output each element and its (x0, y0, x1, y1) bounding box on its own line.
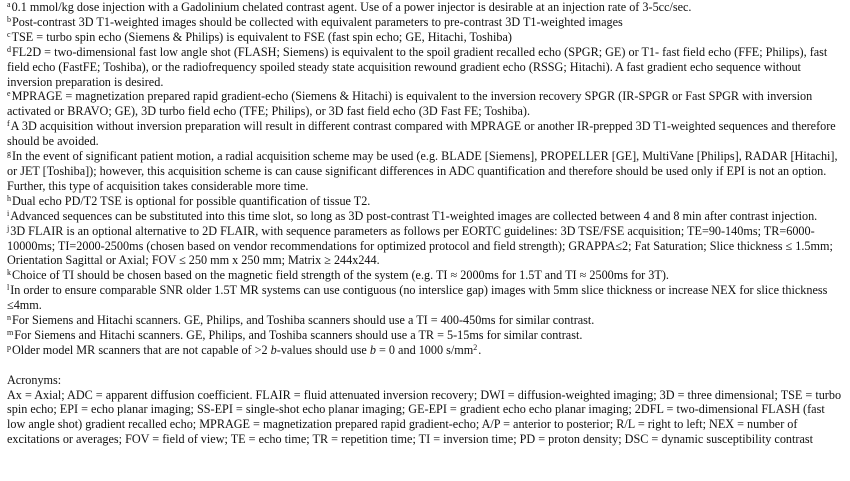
footnote-text: In order to ensure comparable SNR older 1.5T MR systems can use contiguous (no interslice gap) images with 5mm slice thickness or increase NEX for slice thickness ≤4mm. (7, 283, 828, 313)
footnote-mark: m (7, 327, 14, 337)
footnote-p (7, 343, 846, 358)
footnote-g (7, 149, 846, 194)
b-symbol: b (369, 342, 376, 357)
footnote-text: FL2D = two-dimensional fast low angle shot (FLASH; Siemens) is equivalent to the spoil gradient recalled echo (SPGR; GE) or T1- fast field echo (FFE; Philips), fast field echo (FastFE; Toshiba), or the radiofrequency spoiled steady state acquisition rewound gradient echo (RSSG; Hitachi). A fast gradient echo sequence without inversion preparation is desired. (7, 44, 828, 89)
footnote-text: A 3D acquisition without inversion preparation will result in different contrast compared with MPRAGE or another IR-prepped 3D T1-weighted sequences and therefore should be avoided. (7, 119, 836, 149)
footnote-mark: j (7, 223, 10, 233)
footnote-text: For Siemens and Hitachi scanners. GE, Philips, and Toshiba scanners should use a TR = 5-15ms for similar contrast. (14, 327, 583, 342)
footnote-mark: b (7, 14, 11, 24)
footnote-text: For Siemens and Hitachi scanners. GE, Philips, and Toshiba scanners should use a TI = 400-450ms for similar contrast. (12, 313, 595, 328)
footnote-mark: h (7, 193, 11, 203)
footnote-mark: c (7, 29, 11, 39)
footnote-mark: i (7, 208, 10, 218)
unit-exponent: 2 (473, 342, 478, 352)
footnote-text: In the event of significant patient motion, a radial acquisition scheme may be used (e.g. BLADE [Siemens], PROPELLER [GE], MultiVane [Philips], RADAR [Hitachi], or JET [Toshiba]); however, this acquisition scheme is can cause significant differences in ADC quantification and therefore should be used only if EPI is not an option. Further, this type of acquisition takes considerable more time. (7, 149, 838, 193)
footnote-mark: g (7, 149, 11, 159)
spacer (7, 358, 846, 373)
footnote-text: Post-contrast 3D T1-weighted images should be collected with equivalent parameters to pre-contrast 3D T1-weighted images (12, 14, 623, 29)
footnote-text: 0.1 mmol/kg dose injection with a Gadolinium chelated contrast agent. Use of a power injector is desirable at an injection rate of 3-5cc/sec. (11, 0, 692, 14)
footnote-b (7, 15, 846, 30)
footnote-mark: n (7, 313, 11, 323)
footnote-text: Choice of TI should be chosen based on the magnetic field strength of the system (e.g. TI ≈ 2000ms for 1.5T and TI ≈ 2500ms for 3T). (12, 268, 669, 283)
footnote-text: 3D FLAIR is an optional alternative to 2D FLAIR, with sequence parameters as follows per EORTC guidelines: 3D TSE/FSE acquisition; TE=90-140ms; TR=6000-10000ms; TI=2000-2500ms (chosen based on vendor recommendations for optimized protocol and field strength); GRAPPA≤2; Fat Saturation; Slice thickness ≤ 1.5mm; Orientation Sagittal or Axial; FOV ≤ 250 mm x 250 mm; Matrix ≥ 244x244. (7, 223, 833, 268)
acronyms-heading: Acronyms: (7, 372, 62, 387)
footnote-f (7, 119, 846, 149)
footnote-text-part: -values should use (276, 342, 370, 357)
footnote-text-part: Older model MR scanners that are not capable of >2 (12, 342, 271, 357)
footnote-i (7, 209, 846, 224)
footnote-k (7, 268, 846, 283)
footnote-mark: e (7, 89, 11, 99)
footnote-mark: p (7, 342, 11, 352)
footnote-mark: a (7, 0, 11, 9)
footnote-h (7, 194, 846, 209)
footnote-text: Dual echo PD/T2 TSE is optional for possible quantification of tissue T2. (12, 193, 371, 208)
b-symbol: b (270, 342, 277, 357)
footnote-mark: k (7, 268, 11, 278)
footnote-text: TSE = turbo spin echo (Siemens & Philips) is equivalent to FSE (fast spin echo; GE, Hitachi, Toshiba) (11, 29, 512, 44)
footnote-a (7, 0, 846, 15)
acronyms-list: Ax = Axial; ADC = apparent diffusion coefficient. FLAIR = fluid attenuated inversion recovery; DWI = diffusion-weighted imaging; 3D = three dimensional; TSE = turbo spin echo; EPI = echo planar imaging; SS-EPI = single-shot echo planar imaging; GE-EPI = gradient echo echo planar imaging; 2DFL = two-dimensional FLASH (fast low angle shot) gradient recalled echo; MPRAGE = magnetization prepared rapid gradient-echo; A/P = anterior to posterior; R/L = right to left; NEX = number of excitations or averages; FOV = field of view; TE = echo time; TR = repetition time; TI = inversion time; PD = proton density; DSC = dynamic susceptibility contrast (7, 387, 842, 447)
footnote-text: MPRAGE = magnetization prepared rapid gradient-echo (Siemens & Hitachi) is equivalent to the inversion recovery SPGR (IR-SPGR or Fast SPGR with inversion activated or BRAVO; GE), 3D turbo field echo (TFE; Philips), or 3D fast field echo (3D Fast FE; Toshiba). (7, 89, 813, 119)
footnote-mark: f (7, 119, 10, 129)
footnote-e (7, 89, 846, 119)
footnote-list (7, 0, 846, 343)
footnote-text: Advanced sequences can be substituted into this time slot, so long as 3D post-contrast T1-weighted images are collected between 4 and 8 min after contrast injection. (10, 208, 818, 223)
footnote-d (7, 45, 846, 90)
footnote-text-part: . (478, 342, 482, 357)
footnote-c (7, 30, 846, 45)
footnote-l (7, 283, 846, 313)
footnote-text-part: = 0 and 1000 s/mm (375, 342, 474, 357)
footnote-mark: l (7, 283, 10, 293)
footnote-mark: d (7, 44, 11, 54)
footnote-j (7, 224, 846, 269)
footnote-m (7, 328, 846, 343)
footnote-n (7, 313, 846, 328)
